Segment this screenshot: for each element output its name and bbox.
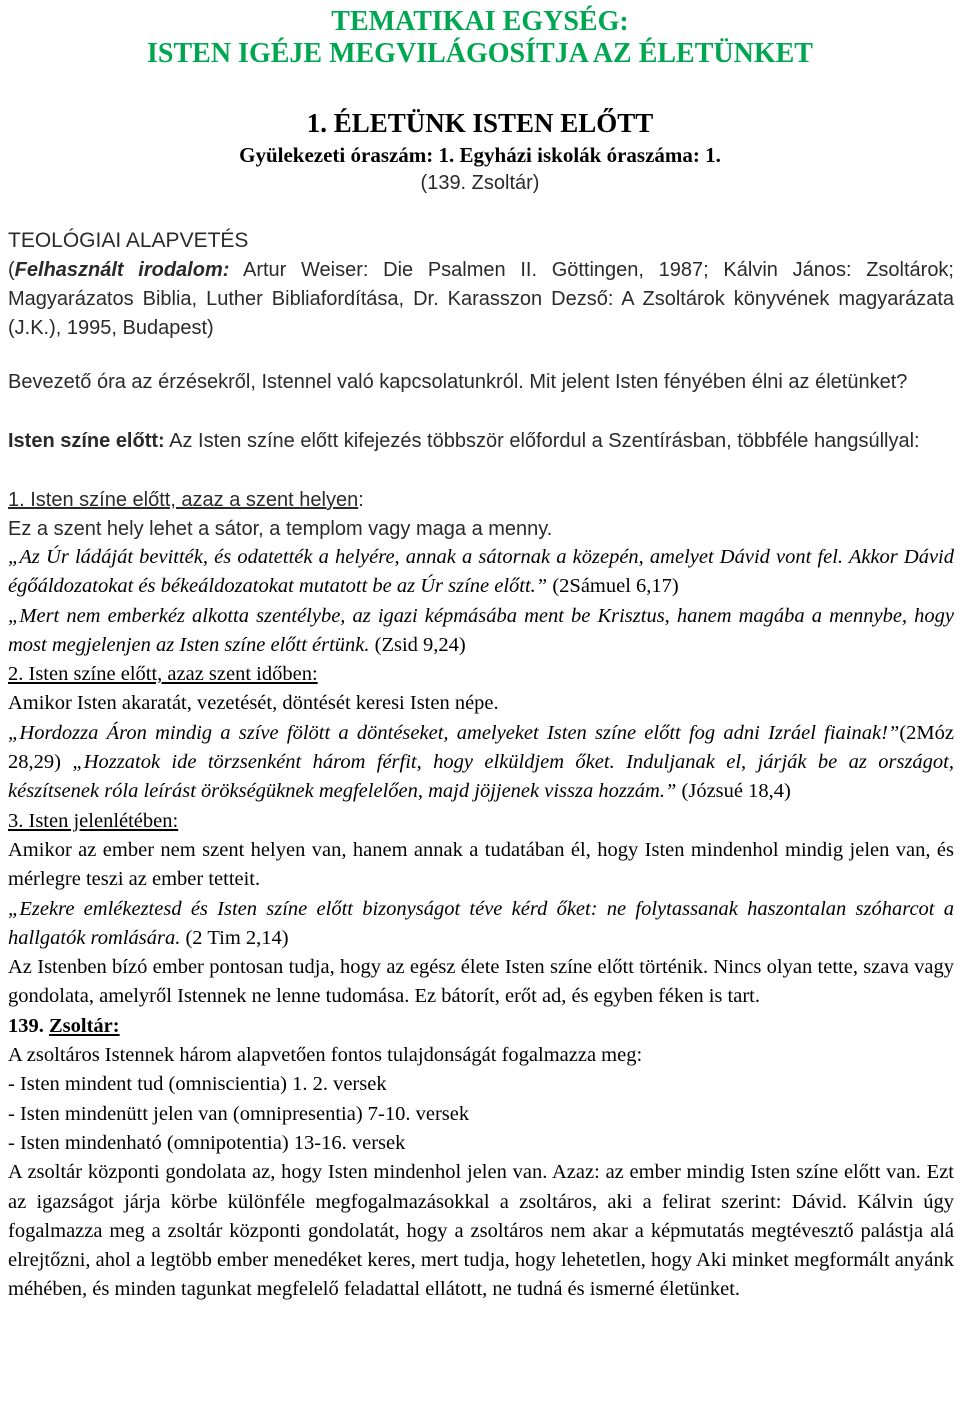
- p3-quote-ref: (2 Tim 2,14): [180, 926, 289, 949]
- p1-quote2: [8, 602, 954, 661]
- lesson-hours: Gyülekezeti óraszám: 1. Egyházi iskolák óraszáma: 1.: [239, 143, 721, 167]
- intro-paragraph: Bevezető óra az érzésekről, Istennel való kapcsolatunkról. Mit jelent Isten fényében élni az életünket?: [8, 371, 908, 393]
- p3-text2: Az Istenben bízó ember pontosan tudja, hogy az egész élete Isten színe előtt történik. Nincs olyan tette, szava vagy gondolata, amelyről Istennek ne lenne tudomása. Ez bátorít, erőt ad, és egyben féken is tart.: [8, 956, 954, 1008]
- psalm-item-3: - Isten mindenható (omnipotentia) 13-16. versek: [8, 1131, 406, 1154]
- section-text: Az Isten színe előtt kifejezés többször előfordul a Szentírásban, többféle hangsúllyal:: [164, 430, 920, 452]
- section-label: Isten színe előtt:: [8, 430, 165, 452]
- unit-title: TEMATIKAI EGYSÉG:: [331, 6, 629, 37]
- p3-text: Amikor az ember nem szent helyen van, hanem annak a tudatában él, hogy Isten mindenhol mindig jelen van, és mérlegre teszi az ember tetteit.: [8, 838, 954, 891]
- p3-quote: [8, 895, 954, 954]
- literature-text: Artur Weiser: Die Psalmen II. Göttingen, 1987; Kálvin János: Zsoltárok; Magyarázatos Biblia, Luther Bibliafordítása, Dr. Karasszon Dezső: A Zsoltárok könyvének magyarázata (J.K.), 1995, Budapest): [8, 259, 954, 339]
- p2-quote1-text: „Hordozza Áron mindig a szíve fölött a döntéseket, amelyeket Isten színe előtt fog adni Izráel fiainak!”: [8, 721, 900, 744]
- p1-heading: [8, 486, 954, 515]
- p1-heading-text: 1. Isten színe előtt, azaz a szent helyen: [8, 489, 359, 511]
- p2-quote2-text: „Hozzatok ide törzsenként három férfit, hogy elküldjem őket. Induljanak el, járják be az országot, készítsenek róla leírást örökségüknek megfelelően, majd jöjjenek vissza hozzám.”: [8, 751, 955, 803]
- literature-label: Felhasznált irodalom:: [14, 259, 230, 281]
- theology-heading: TEOLÓGIAI ALAPVETÉS: [8, 229, 249, 252]
- psalm-item-2: - Isten mindenütt jelen van (omnipresentia) 7-10. versek: [8, 1102, 470, 1125]
- p2-quotes: [8, 719, 954, 807]
- p1-quote1: [8, 543, 954, 602]
- psalm-number: 139.: [8, 1014, 49, 1037]
- psalm-item-1: - Isten mindent tud (omniscientia) 1. 2. versek: [8, 1073, 387, 1096]
- p1-quote1-ref: (2Sámuel 6,17): [547, 575, 679, 598]
- p1-quote1-text: „Az Úr ládáját bevitték, és odatették a helyére, annak a sátornak a közepén, amelyet Dávid vont fel. Akkor Dávid égőáldozatokat és békeáldozatokat mutatott be az Úr színe előtt.”: [8, 546, 954, 598]
- p2-text: Amikor Isten akaratát, vezetését, döntését keresi Isten népe.: [8, 692, 499, 715]
- literature-block: [8, 256, 954, 343]
- p1-text: Ez a szent hely lehet a sátor, a templom vagy maga a menny.: [8, 518, 553, 540]
- section-intro: [8, 427, 954, 456]
- psalm-heading: [8, 1012, 954, 1041]
- p2-quote1-ref: (2Móz 28,29): [8, 721, 954, 774]
- literature-open-paren: (: [8, 259, 15, 281]
- psalm-text: A zsoltáros Istennek három alapvetően fontos tulajdonságát fogalmazza meg:: [8, 1044, 643, 1067]
- psalm-label: Zsoltár:: [49, 1014, 120, 1037]
- lesson-title: 1. ÉLETÜNK ISTEN ELŐTT: [306, 108, 654, 138]
- lesson-psalm: (139. Zsoltár): [420, 172, 540, 194]
- p1-quote2-ref: (Zsid 9,24): [369, 633, 466, 656]
- p1-heading-colon: :: [358, 489, 364, 511]
- p2-heading: 2. Isten színe előtt, azaz szent időben:: [8, 663, 318, 686]
- p1-quote2-text: „Mert nem emberkéz alkotta szentélybe, az igazi képmásába ment be Krisztus, hanem magába a mennybe, hogy most megjelenjen az Isten színe előtt értünk.: [8, 604, 954, 656]
- p3-heading: 3. Isten jelenlétében:: [8, 809, 179, 832]
- main-body: [8, 543, 954, 1305]
- p3-quote-text: „Ezekre emlékeztesd és Isten színe előtt bizonyságot téve kérd őket: ne folytassanak haszontalan szóharcot a hallgatók romlására.: [8, 897, 954, 949]
- psalm-closing: A zsoltár központi gondolata az, hogy Isten mindenhol jelen van. Azaz: az ember mindig Isten színe előtt van. Ezt az igazságot járja körbe különféle megfogalmazásokkal a zsoltáros, aki a felirat szerint: Dávid. Kálvin úgy fogalmazza meg a zsoltár központi gondolatát, hogy a zsoltáros nem akar a képmutatás megtévesztő palástja alá elrejtőzni, ahol a legtöbb ember menedéket keres, mert tudja, hogy lehetetlen, hogy Aki minket megformált anyánk méhében, és minden tagunkat megfelelő feladattal ellátott, ne tudná és ismerné életünket.: [8, 1161, 954, 1301]
- unit-subtitle: ISTEN IGÉJE MEGVILÁGOSÍTJA AZ ÉLETÜNKET: [147, 38, 813, 69]
- p2-quote2-ref: (Józsué 18,4): [676, 780, 791, 803]
